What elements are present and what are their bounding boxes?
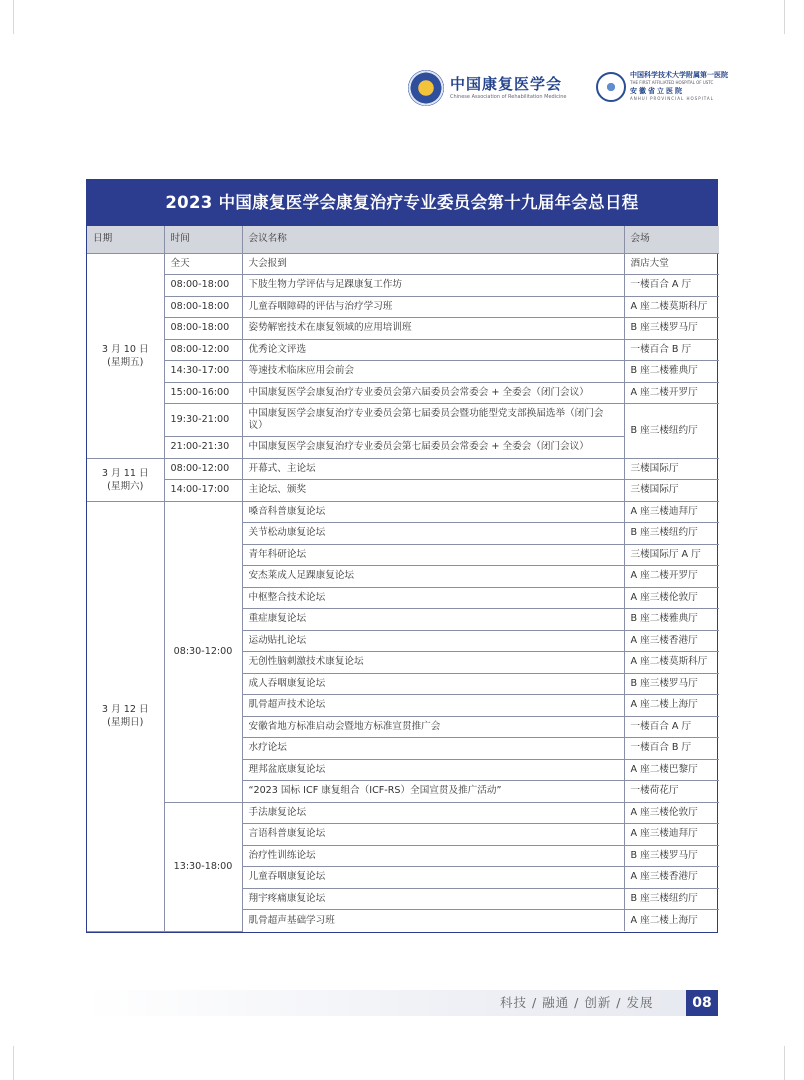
hospital-name-en: ANHUI PROVINCIAL HOSPITAL	[630, 96, 714, 101]
session-name-cell: 中国康复医学会康复治疗专业委员会第七届委员会暨功能型党支部换届选举（闭门会议）	[242, 404, 624, 437]
table-row	[87, 382, 719, 404]
table-row	[87, 318, 719, 340]
table-row	[87, 501, 719, 523]
header-name: 会议名称	[242, 226, 624, 253]
venue-cell: A 座三楼伦敦厅	[624, 587, 719, 609]
session-name-cell: 重症康复论坛	[242, 609, 624, 631]
session-name-cell: 儿童吞咽康复论坛	[242, 867, 624, 889]
session-name-cell: 姿势解密技术在康复领域的应用培训班	[242, 318, 624, 340]
venue-cell: A 座二楼莫斯科厅	[624, 296, 719, 318]
session-name-cell: 肌骨超声技术论坛	[242, 695, 624, 717]
venue-cell: 一楼百合 A 厅	[624, 275, 719, 297]
session-name-cell: 大会报到	[242, 253, 624, 275]
table-row	[87, 253, 719, 275]
venue-cell: A 座三楼迪拜厅	[624, 501, 719, 523]
page-corner-mark	[0, 1046, 14, 1080]
session-name-cell: 安杰莱成人足踝康复论坛	[242, 566, 624, 588]
session-name-cell: 手法康复论坛	[242, 802, 624, 824]
venue-cell: B 座三楼纽约厅	[624, 888, 719, 910]
table-row	[87, 802, 719, 824]
hospital-emblem-icon	[596, 72, 626, 102]
table-row	[87, 361, 719, 383]
header-row	[87, 226, 719, 253]
time-cell: 15:00-16:00	[164, 382, 242, 404]
venue-cell: B 座三楼罗马厅	[624, 673, 719, 695]
session-name-cell: 优秀论文评选	[242, 339, 624, 361]
hospital-name: 安徽省立医院	[630, 87, 684, 95]
venue-cell: 三楼国际厅	[624, 480, 719, 502]
venue-cell: 一楼百合 A 厅	[624, 716, 719, 738]
session-name-cell: 中国康复医学会康复治疗专业委员会第七届委员会常委会 + 全委会（闭门会议）	[242, 437, 624, 459]
weekday-text: (星期日)	[107, 717, 144, 728]
carm-emblem-icon	[408, 70, 444, 106]
table-row	[87, 296, 719, 318]
session-name-cell: 中国康复医学会康复治疗专业委员会第六届委员会常委会 + 全委会（闭门会议）	[242, 382, 624, 404]
session-name-cell: 成人吞咽康复论坛	[242, 673, 624, 695]
session-name-cell: 嗓音科普康复论坛	[242, 501, 624, 523]
session-name-cell: 肌骨超声基础学习班	[242, 910, 624, 932]
time-cell: 08:00-12:00	[164, 339, 242, 361]
session-name-cell: 运动贴扎论坛	[242, 630, 624, 652]
weekday-text: (星期六)	[107, 480, 144, 492]
hospital-affiliation: 中国科学技术大学附属第一医院	[630, 71, 728, 79]
carm-name: 中国康复医学会	[450, 75, 563, 93]
venue-cell: B 座二楼雅典厅	[624, 361, 719, 383]
venue-cell: A 座三楼香港厅	[624, 867, 719, 889]
weekday-text: (星期五)	[107, 356, 144, 368]
session-name-cell: 青年科研论坛	[242, 544, 624, 566]
session-name-cell: 治疗性训练论坛	[242, 845, 624, 867]
time-cell: 19:30-21:00	[164, 404, 242, 437]
time-cell: 14:30-17:00	[164, 361, 242, 383]
session-name-cell: 安徽省地方标准启动会暨地方标准宣贯推广会	[242, 716, 624, 738]
session-name-cell: “2023 国标 ICF 康复组合（ICF-RS）全国宣贯及推广活动”	[242, 781, 624, 803]
venue-cell: 三楼国际厅	[624, 458, 719, 480]
header-date: 日期	[87, 226, 164, 253]
venue-cell: B 座三楼纽约厅	[624, 404, 719, 459]
session-name-cell: 开幕式、主论坛	[242, 458, 624, 480]
session-name-cell: 儿童吞咽障碍的评估与治疗学习班	[242, 296, 624, 318]
schedule-table	[87, 226, 719, 932]
table-row	[87, 458, 719, 480]
session-name-cell: 水疗论坛	[242, 738, 624, 760]
date-text: 3 月 12 日	[101, 704, 149, 715]
venue-cell: 一楼荷花厅	[624, 781, 719, 803]
schedule-title: 2023 中国康复医学会康复治疗专业委员会第十九届年会总日程	[87, 180, 717, 226]
session-name-cell: 关节松动康复论坛	[242, 523, 624, 545]
table-row	[87, 339, 719, 361]
venue-cell: A 座二楼开罗厅	[624, 566, 719, 588]
time-cell: 08:00-12:00	[164, 458, 242, 480]
page-number: 08	[686, 990, 718, 1016]
session-name-cell: 无创性脑刺激技术康复论坛	[242, 652, 624, 674]
footer-slogan: 科技 / 融通 / 创新 / 发展	[500, 995, 654, 1010]
header-time: 时间	[164, 226, 242, 253]
date-cell	[87, 458, 164, 501]
venue-cell: A 座二楼莫斯科厅	[624, 652, 719, 674]
venue-cell: B 座三楼罗马厅	[624, 845, 719, 867]
venue-cell: A 座三楼香港厅	[624, 630, 719, 652]
session-name-cell: 理邦盆底康复论坛	[242, 759, 624, 781]
venue-cell: B 座二楼雅典厅	[624, 609, 719, 631]
date-text: 3 月 10 日	[101, 343, 149, 355]
venue-cell: 三楼国际厅 A 厅	[624, 544, 719, 566]
hospital-logo	[596, 70, 728, 104]
session-name-cell: 主论坛、颁奖	[242, 480, 624, 502]
venue-cell: A 座三楼迪拜厅	[624, 824, 719, 846]
page-corner-mark	[784, 1046, 804, 1080]
venue-cell: A 座二楼上海厅	[624, 695, 719, 717]
time-cell: 08:00-18:00	[164, 318, 242, 340]
venue-cell: A 座二楼巴黎厅	[624, 759, 719, 781]
session-name-cell: 翔宇疼痛康复论坛	[242, 888, 624, 910]
time-cell: 全天	[164, 253, 242, 275]
table-row	[87, 480, 719, 502]
session-name-cell: 等速技术临床应用会前会	[242, 361, 624, 383]
hospital-affiliation-en: THE FIRST AFFILIATED HOSPITAL OF USTC	[630, 80, 714, 85]
venue-cell: A 座二楼上海厅	[624, 910, 719, 932]
venue-cell: 一楼百合 B 厅	[624, 339, 719, 361]
table-row	[87, 404, 719, 437]
venue-cell: 一楼百合 B 厅	[624, 738, 719, 760]
venue-cell: 酒店大堂	[624, 253, 719, 275]
time-cell: 14:00-17:00	[164, 480, 242, 502]
time-cell: 08:00-18:00	[164, 296, 242, 318]
date-text: 3 月 11 日	[101, 467, 149, 479]
session-name-cell: 中枢整合技术论坛	[242, 587, 624, 609]
carm-logo	[408, 68, 566, 108]
time-cell: 08:30-12:00	[164, 501, 242, 802]
table-row	[87, 275, 719, 297]
time-cell: 08:00-18:00	[164, 275, 242, 297]
carm-name-en: Chinese Association of Rehabilitation Medicine	[450, 94, 567, 100]
session-name-cell: 言语科普康复论坛	[242, 824, 624, 846]
schedule-table-container	[86, 179, 718, 933]
page-corner-mark	[784, 0, 804, 34]
venue-cell: B 座三楼纽约厅	[624, 523, 719, 545]
date-cell	[87, 501, 164, 931]
session-name-cell: 下肢生物力学评估与足踝康复工作坊	[242, 275, 624, 297]
venue-cell: A 座二楼开罗厅	[624, 382, 719, 404]
time-cell: 21:00-21:30	[164, 437, 242, 459]
time-cell: 13:30-18:00	[164, 802, 242, 931]
venue-cell: A 座三楼伦敦厅	[624, 802, 719, 824]
page-corner-mark	[0, 0, 14, 34]
date-cell	[87, 253, 164, 458]
header-venue: 会场	[624, 226, 719, 253]
venue-cell: B 座三楼罗马厅	[624, 318, 719, 340]
